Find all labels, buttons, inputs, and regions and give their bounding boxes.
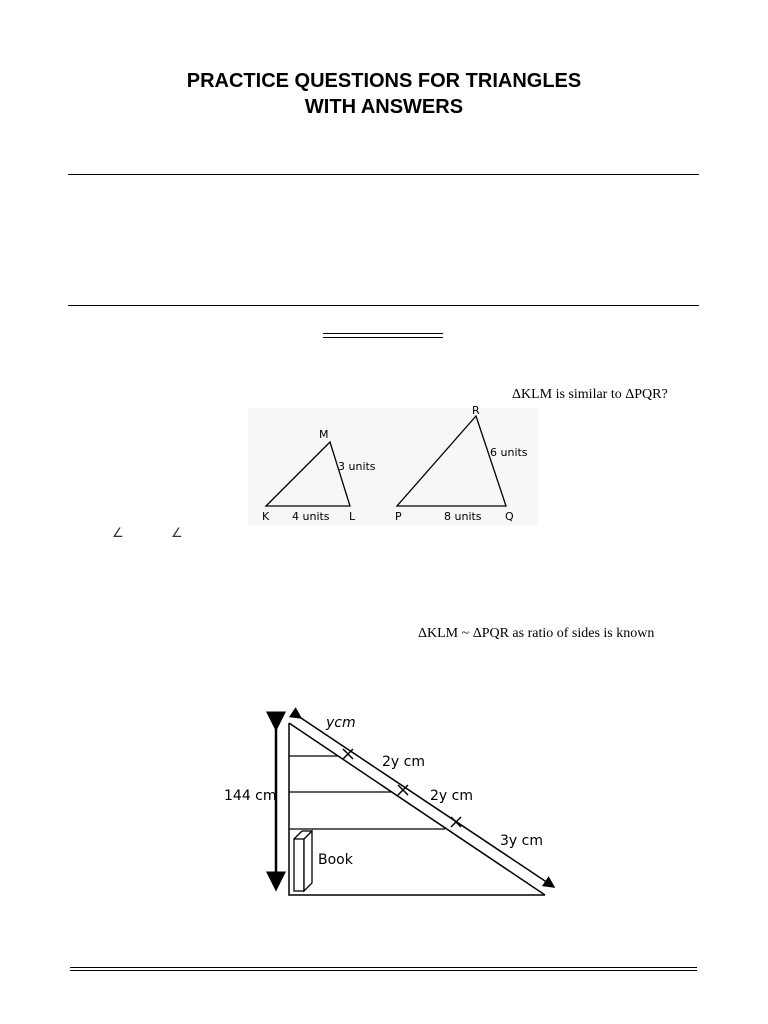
side-qr-label: 6 units (490, 446, 528, 459)
height-label: 144 cm (224, 788, 277, 804)
vertex-k-label: K (262, 510, 270, 523)
segment-4-label: 3y cm (500, 833, 543, 849)
vertex-p-label: P (395, 510, 402, 523)
tick-mark-1 (343, 749, 353, 759)
side-pq-label: 8 units (444, 510, 482, 523)
side-kl-label: 4 units (292, 510, 330, 523)
page-title-line-2: WITH ANSWERS (304, 96, 464, 118)
vertex-r-label: R (472, 404, 480, 417)
side-lm-label: 3 units (338, 460, 376, 473)
segment-2-label: 2y cm (382, 754, 425, 770)
vertex-m-label: M (319, 428, 329, 441)
top-divider (68, 174, 699, 175)
book-spine (304, 831, 312, 891)
segment-3-label: 2y cm (430, 788, 473, 804)
angle-symbol-1: ∠ (112, 526, 124, 541)
segment-1-label: ycm (326, 715, 356, 731)
tick-mark-3 (451, 817, 461, 827)
book-label: Book (318, 852, 353, 868)
vertex-q-label: Q (505, 510, 514, 523)
book-icon (294, 839, 304, 891)
vertex-l-label: L (349, 510, 356, 523)
diagram-background (248, 408, 538, 526)
angle-symbol-2: ∠ (171, 526, 183, 541)
footer-divider (70, 967, 697, 971)
middle-divider (68, 305, 699, 306)
question-1-answer: ΔKLM ~ ΔPQR as ratio of sides is known (418, 626, 655, 641)
question-1-prompt: ΔKLM is similar to ΔPQR? (512, 387, 668, 402)
page-title-line-1: PRACTICE QUESTIONS FOR TRIANGLES (186, 70, 582, 92)
book-top-edge (294, 831, 302, 839)
similar-triangles-diagram (248, 400, 538, 526)
hypotenuse (289, 723, 545, 895)
section-underline (323, 333, 443, 338)
shelf-diagram (220, 705, 565, 905)
